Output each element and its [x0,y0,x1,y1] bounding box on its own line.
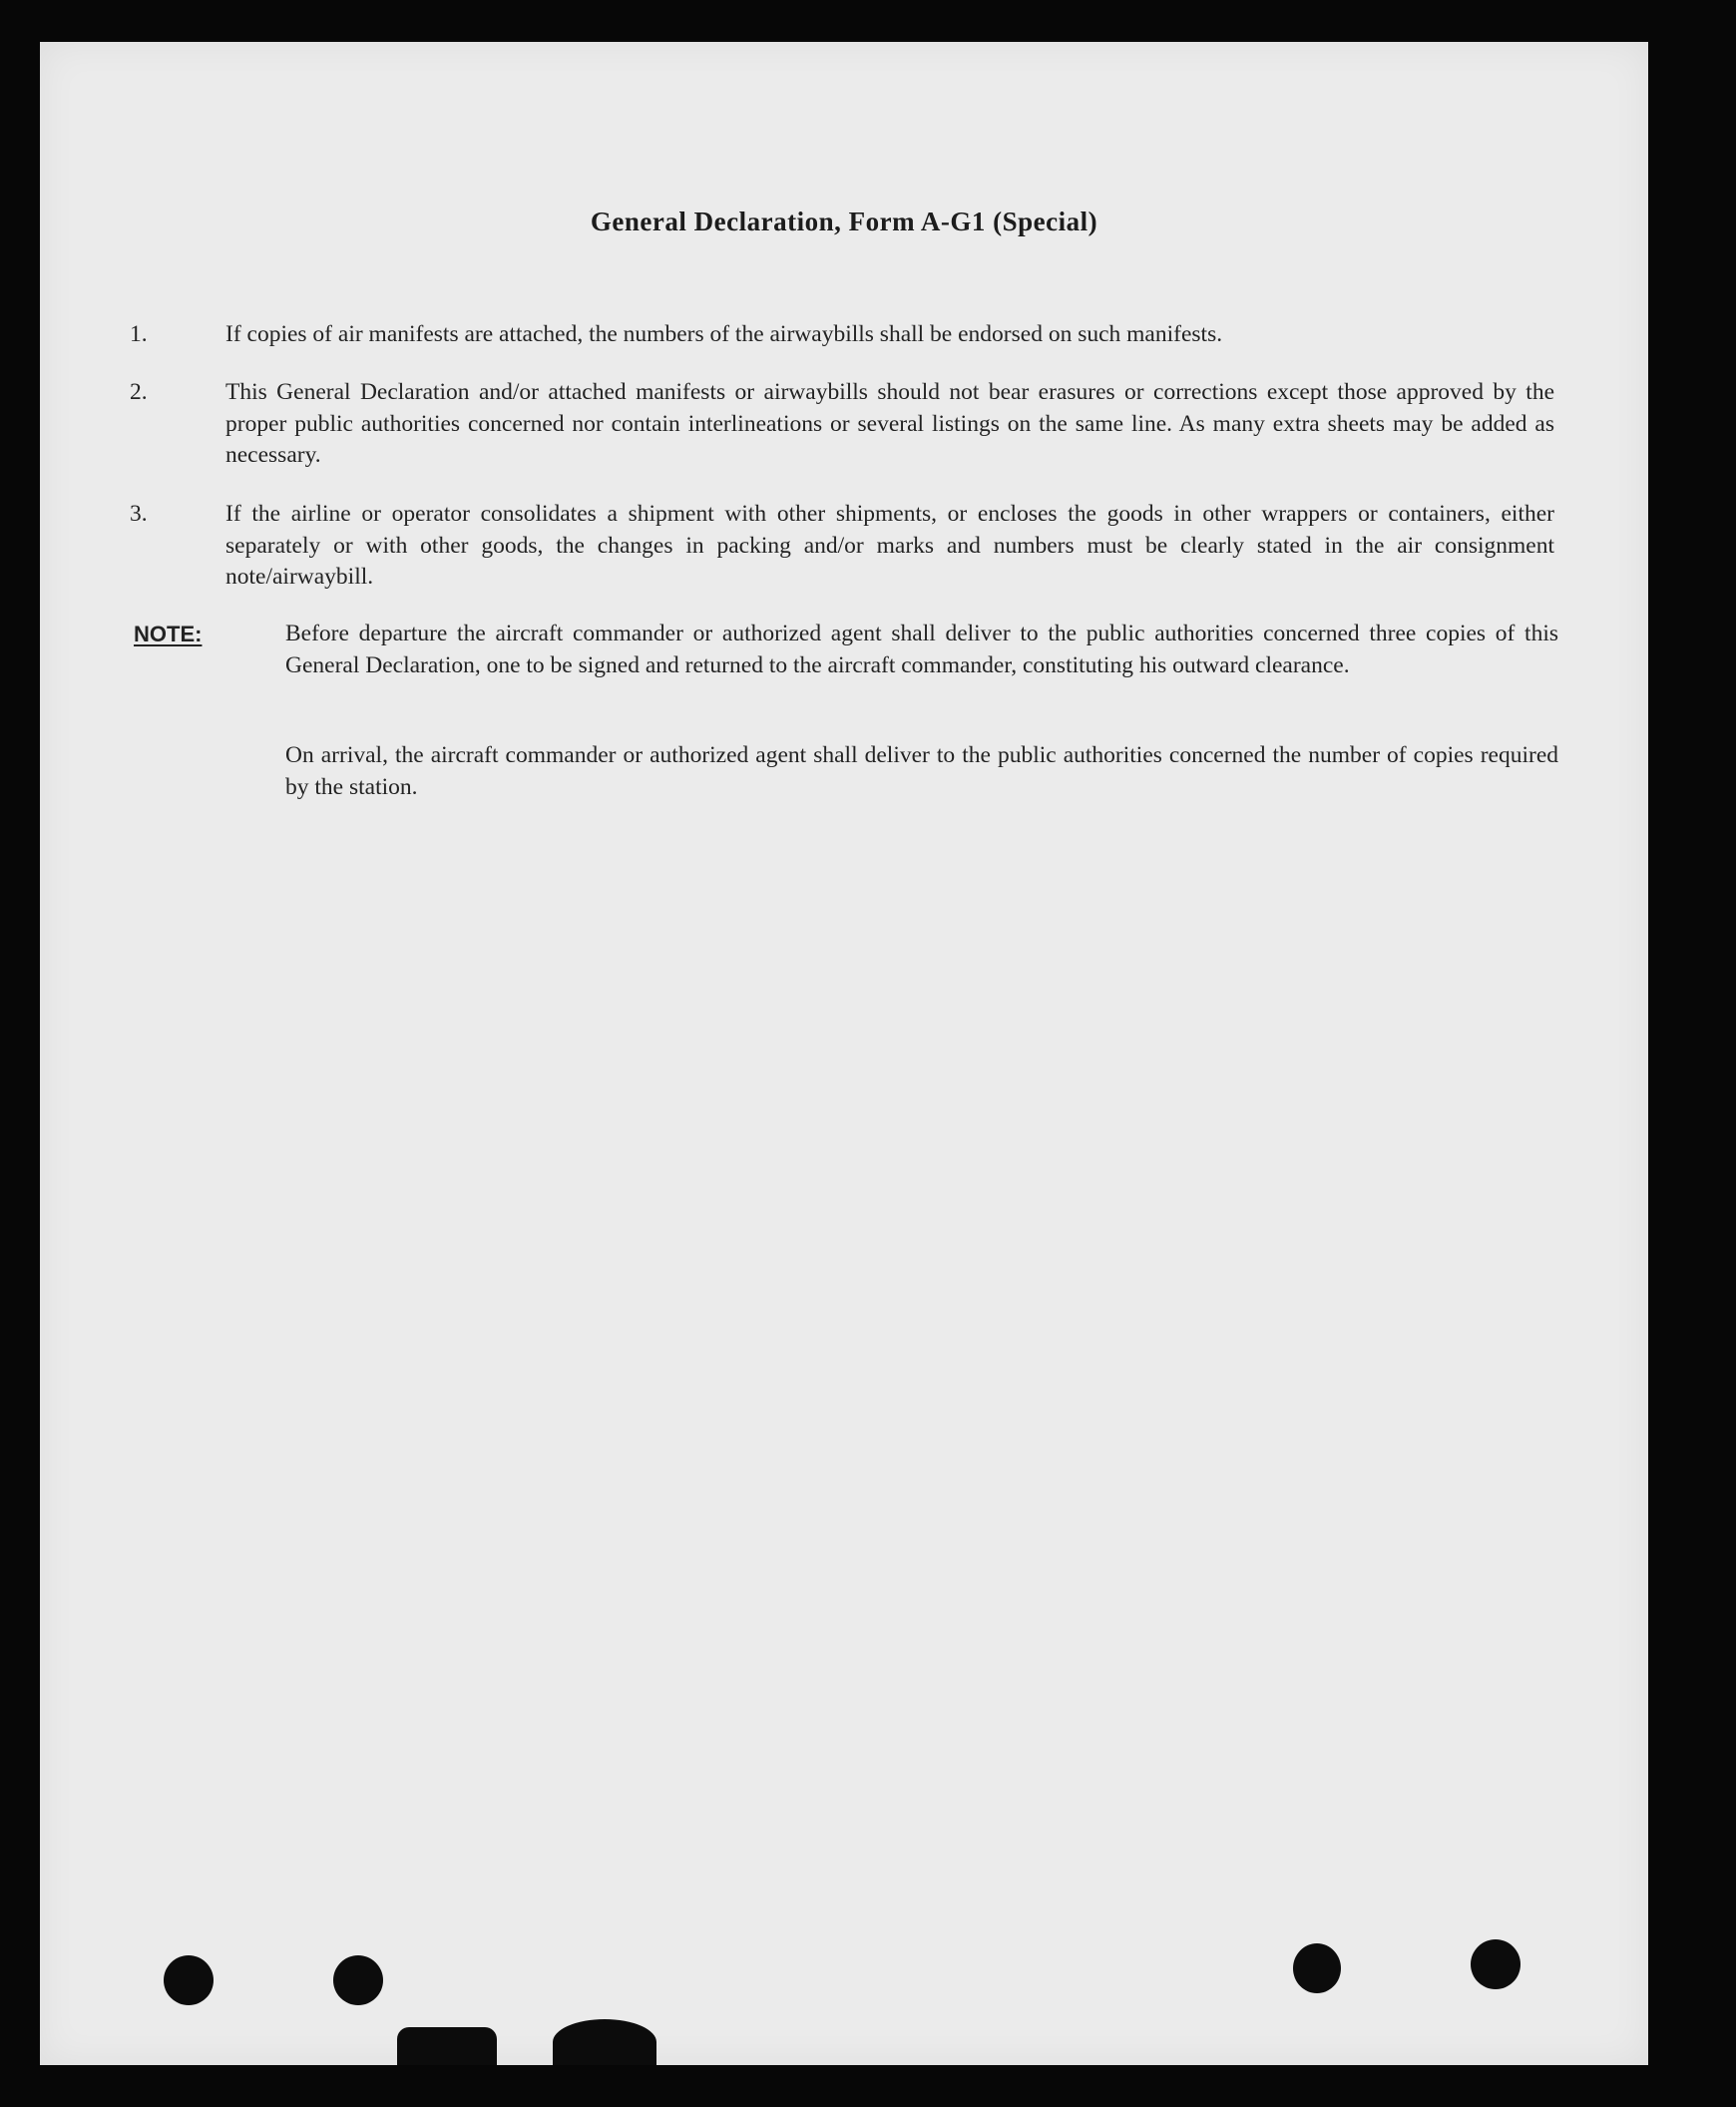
item-text: If the airline or operator consolidates a shipment with other shipments, or encloses the goods in other wrappers or containers, either separately or with other goods, the changes in packing and/or marks and numbers must be clearly stated in the air consignment note/airwaybill. [225,501,1554,590]
note-paragraph-2: On arrival, the aircraft commander or authorized agent shall deliver to the public authorities concerned the number of copies required by the station. [285,742,1558,800]
list-item [130,319,1554,351]
item-number: 2. [130,379,148,405]
note-paragraph-1: Before departure the aircraft commander or authorized agent shall deliver to the public authorities concerned three copies of this General Declaration, one to be signed and returned to the aircraft commander, constituting his outward clearance. [285,621,1558,678]
list-item [130,499,1554,594]
torn-edge [553,2019,656,2065]
punch-hole [164,1955,214,2005]
item-number: 1. [130,321,148,347]
item-text: If copies of air manifests are attached, the numbers of the airwaybills shall be endorsed on such manifests. [225,321,1223,347]
punch-hole [1471,1939,1520,1989]
item-text: This General Declaration and/or attached manifests or airwaybills should not bear erasures or corrections except those approved by the proper public authorities concerned nor contain interlineations or several listings on the same line. As many extra sheets may be added as necessary. [225,379,1554,468]
document-title: General Declaration, Form A-G1 (Special) [590,207,1098,236]
torn-edge [397,2027,497,2065]
note-section [134,619,1558,681]
punch-hole [333,1955,383,2005]
item-number: 3. [130,501,148,527]
list-item [130,377,1554,472]
punch-hole [1293,1943,1341,1993]
document-page [40,42,1648,2065]
note-label: NOTE: [134,622,203,646]
